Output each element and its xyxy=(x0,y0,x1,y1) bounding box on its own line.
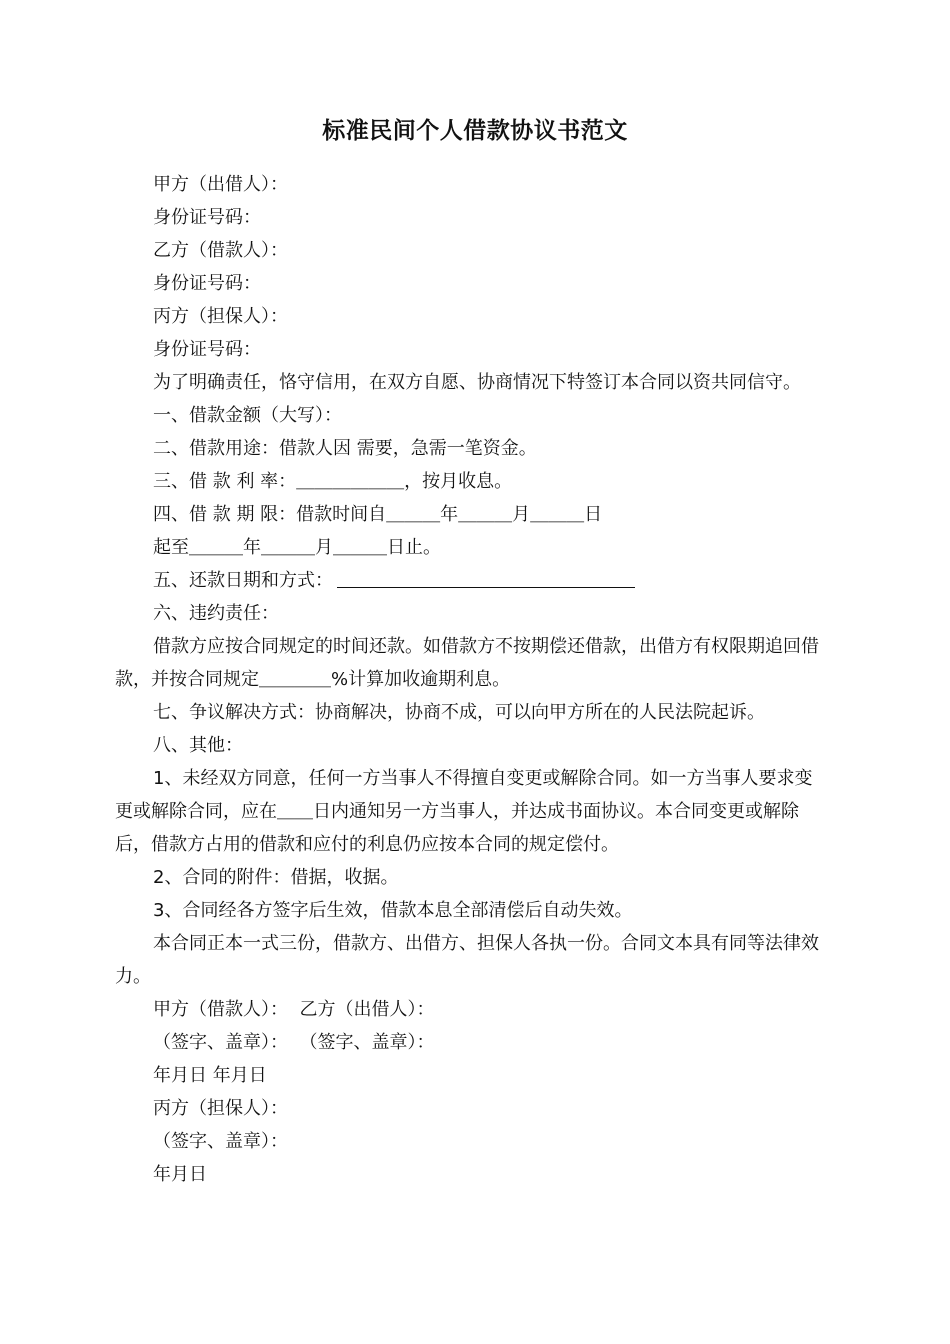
party-a-lender: 甲方（出借人）： xyxy=(153,174,288,195)
signature-date-c: 年月日 xyxy=(153,1164,207,1185)
clause-loan-purpose: 二、借款用途：借款人因 需要，急需一笔资金。 xyxy=(153,438,537,459)
clause-loan-term: 四、借 款 期 限：借款时间自＿＿＿年＿＿＿月＿＿＿日 xyxy=(153,504,603,525)
copies-statement: 本合同正本一式三份，借款方、出借方、担保人各执一份。合同文本具有同等法律效力。 xyxy=(115,933,819,987)
clause-dispute: 七、争议解决方式：协商解决，协商不成，可以向甲方所在的人民法院起诉。 xyxy=(153,702,765,723)
clause-interest-rate: 三、借 款 利 率：＿＿＿＿＿＿，按月收息。 xyxy=(153,471,513,492)
signature-seal-c: （签字、盖章）： xyxy=(153,1131,288,1152)
party-b-id-number: 身份证号码： xyxy=(153,273,261,294)
clause-liability-heading: 六、违约责任： xyxy=(153,603,279,624)
party-a-id-number: 身份证号码： xyxy=(153,207,261,228)
signature-date-ab: 年月日 年月日 xyxy=(153,1065,267,1086)
document-title: 标准民间个人借款协议书范文 xyxy=(322,118,628,144)
clause-loan-amount: 一、借款金额（大写）： xyxy=(153,405,342,426)
clause-other-3: 3、合同经各方签字后生效，借款本息全部清偿后自动失效。 xyxy=(153,900,633,921)
clause-repayment xyxy=(115,564,830,597)
repayment-blank-line xyxy=(337,569,635,588)
clause-other-heading: 八、其他： xyxy=(153,735,243,756)
clause-loan-term-end: 起至＿＿＿年＿＿＿月＿＿＿日止。 xyxy=(153,537,441,558)
clause-other-2: 2、合同的附件：借据，收据。 xyxy=(153,867,399,888)
document-body xyxy=(115,168,830,1191)
signature-seal-ab: （签字、盖章）： （签字、盖章）： xyxy=(153,1032,435,1053)
party-c-id-number: 身份证号码： xyxy=(153,339,261,360)
signature-parties-ab: 甲方（借款人）： 乙方（出借人）： xyxy=(153,999,435,1020)
party-c-guarantor: 丙方（担保人）： xyxy=(153,306,288,327)
clause-repayment-label: 五、还款日期和方式： xyxy=(153,570,333,591)
clause-liability-text: 借款方应按合同规定的时间还款。如借款方不按期偿还借款，出借方有权限期追回借款，并按合同规定＿＿＿＿%计算加收逾期利息。 xyxy=(115,636,819,690)
clause-other-1: 1、未经双方同意，任何一方当事人不得擅自变更或解除合同。如一方当事人要求变更或解除合同，应在＿＿日内通知另一方当事人，并达成书面协议。本合同变更或解除后，借款方占用的借款和应付的利息仍应按本合同的规定偿付。 xyxy=(115,768,813,855)
party-b-borrower: 乙方（借款人）： xyxy=(153,240,288,261)
signature-party-c: 丙方（担保人）： xyxy=(153,1098,288,1119)
preamble: 为了明确责任，恪守信用，在双方自愿、协商情况下特签订本合同以资共同信守。 xyxy=(153,372,801,393)
